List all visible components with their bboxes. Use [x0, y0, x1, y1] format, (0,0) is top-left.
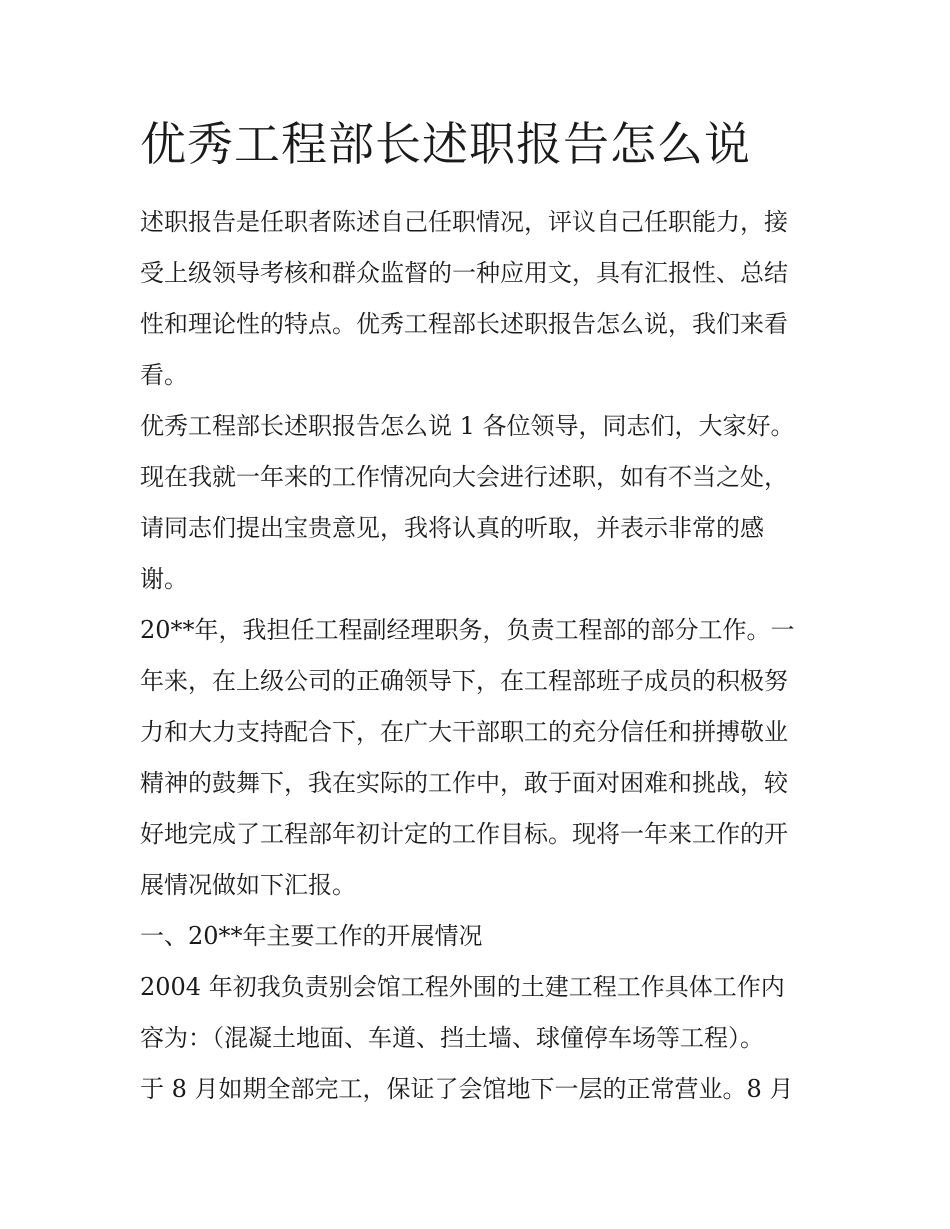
body-line: 20**年，我担任工程副经理职务，负责工程部的部分工作。一: [140, 616, 795, 644]
body-line: 现在我就一年来的工作情况向大会进行述职，如有不当之处，: [140, 463, 788, 491]
body-line: 展情况做如下汇报。: [140, 871, 356, 899]
body-line: 优秀工程部长述职报告怎么说 1 各位领导，同志们，大家好。: [140, 412, 795, 440]
body-line: 2004 年初我负责别会馆工程外围的土建工程工作具体工作内: [140, 973, 785, 1001]
body-line: 年来，在上级公司的正确领导下，在工程部班子成员的积极努: [140, 667, 788, 695]
body-line: 谢。: [140, 565, 188, 593]
body-line: 于 8 月如期全部完工，保证了会馆地下一层的正常营业。8 月: [140, 1075, 794, 1103]
body-line: 容为：（混凝土地面、车道、挡土墙、球僮停车场等工程）。: [140, 1024, 764, 1052]
body-line: 精神的鼓舞下，我在实际的工作中，敢于面对困难和挑战，较: [140, 769, 788, 797]
section-heading: 一、20**年主要工作的开展情况: [140, 922, 483, 950]
body-line: 述职报告是任职者陈述自己任职情况，评议自己任职能力，接: [140, 208, 788, 236]
body-line: 好地完成了工程部年初计定的工作目标。现将一年来工作的开: [140, 820, 788, 848]
body-line: 性和理论性的特点。优秀工程部长述职报告怎么说，我们来看: [140, 310, 788, 338]
body-line: 受上级领导考核和群众监督的一种应用文，具有汇报性、总结: [140, 259, 788, 287]
body-line: 请同志们提出宝贵意见，我将认真的听取，并表示非常的感: [140, 514, 764, 542]
body-line: 看。: [140, 361, 188, 389]
body-line: 力和大力支持配合下，在广大干部职工的充分信任和拼搏敬业: [140, 718, 788, 746]
document-title: 优秀工程部长述职报告怎么说: [140, 117, 751, 171]
